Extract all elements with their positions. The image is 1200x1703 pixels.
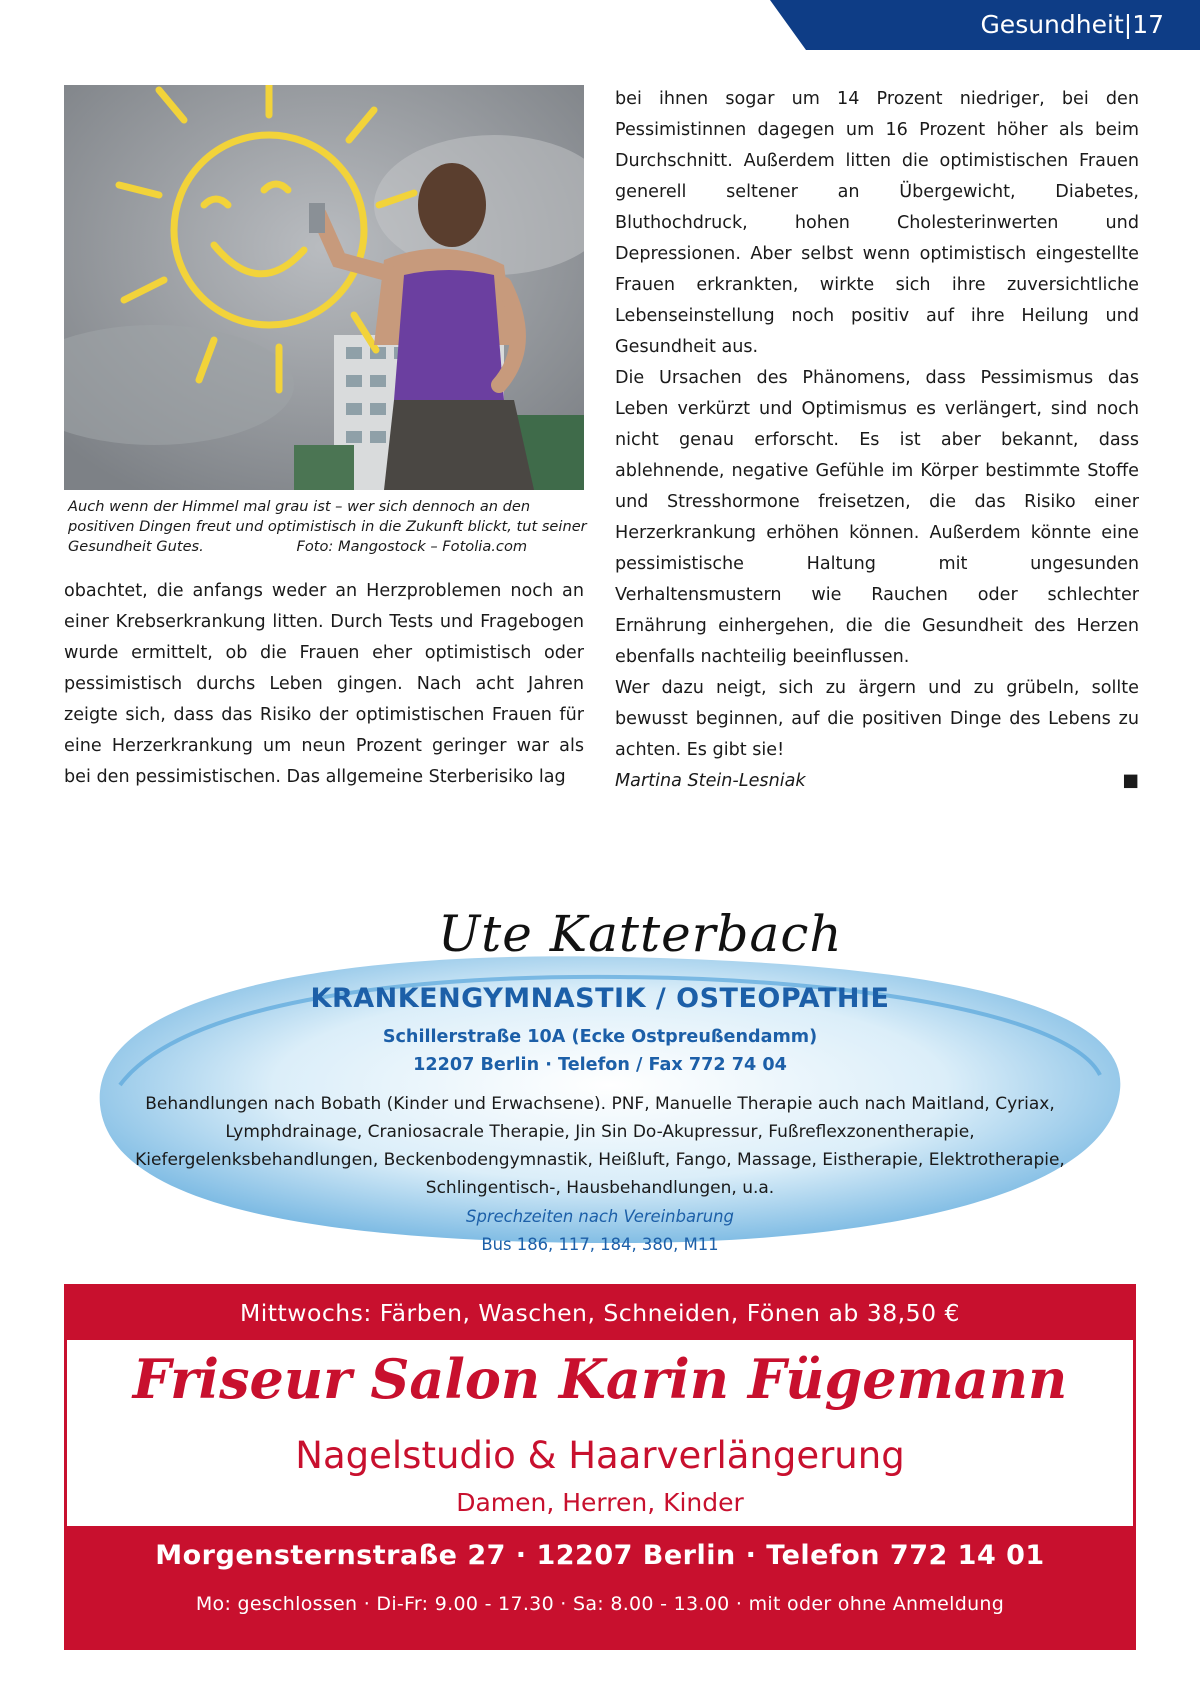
article-photo [64,85,584,490]
salon-address: Morgensternstraße 27 · 12207 Berlin · Telefon 772 14 01 [155,1540,1045,1571]
photo-caption [68,497,588,557]
article-paragraph: bei ihnen sogar um 14 Prozent niedriger, bei den Pessimistinnen dagegen um 16 Prozent höher als beim Durchschnitt. Außerdem litten die optimistischen Frauen generell seltener an Übergewicht, Diabetes, Bluthochdruck, hohen Cholesterinwerten und Depressionen. Aber selbst wenn optimistisch eingestellte Frauen erkrankten, wirkte sich ihre zuversichtliche Lebenseinstellung noch positiv auf ihre Heilung und Gesundheit aus. [615,89,1139,357]
photo-credit: Foto: Mangostock – Fotolia.com [296,538,528,555]
practice-phone: 12207 Berlin · Telefon / Fax 772 74 04 [413,1055,787,1075]
page-number: 17 [1132,10,1164,39]
ad-hair-salon [64,1284,1136,1650]
practice-bus-lines: Bus 186, 117, 184, 380, M11 [481,1235,719,1254]
salon-clients: Damen, Herren, Kinder [456,1488,744,1517]
caption-text: Auch wenn der Himmel mal grau ist – wer sich dennoch an den positiven Dingen freut und optimistisch in die Zukunft blickt, tut seiner Gesundheit Gutes. [68,498,587,555]
therapist-name: Ute Katterbach [438,905,843,963]
article-paragraph: obachtet, die anfangs weder an Herzproblemen noch an einer Krebserkrankung litten. Durch Tests und Fragebogen wurde ermittelt, ob die Frauen eher optimistisch oder pessimistisch durchs Leben gingen. Nach acht Jahren zeigte sich, dass das Risiko der optimistischen Frauen für eine Herzerkrankung um neun Prozent geringer war als bei den pessimistischen. Das allgemeine Sterberisiko lag [64,581,584,787]
page-header-tab [770,0,1200,50]
practice-title: KRANKENGYMNASTIK / OSTEOPATHIE [310,983,890,1014]
end-mark: ■ [1122,771,1139,791]
salon-contact-bar [67,1526,1133,1647]
article-paragraph: Wer dazu neigt, sich zu ärgern und zu grübeln, sollte bewusst beginnen, auf die positiven Dinge des Lebens zu achten. Es gibt sie! [615,678,1139,760]
section-title: Gesundheit [980,10,1124,39]
salon-offer-banner: Mittwochs: Färben, Waschen, Schneiden, Fönen ab 38,50 € [67,1287,1133,1340]
ad-physiotherapy [60,905,1140,1254]
salon-opening-hours: Mo: geschlossen · Di-Fr: 9.00 - 17.30 · Sa: 8.00 - 13.00 · mit oder ohne Anmeldung [195,1593,1005,1615]
author-name: Martina Stein-Lesniak [615,771,806,791]
author-line [615,766,1139,797]
salon-subtitle: Nagelstudio & Haarverlängerung [295,1434,905,1477]
woman-painting-sun-illustration [64,85,584,490]
salon-name: Friseur Salon Karin Fügemann [132,1347,1068,1411]
header-separator: | [1123,10,1133,39]
article-paragraph: Die Ursachen des Phänomens, dass Pessimismus das Leben verkürzt und Optimismus es verlängert, sind noch nicht genau erforscht. Es ist aber bekannt, dass ablehnende, negative Gefühle im Körper bestimmte Stoffe und Stresshormone freisetzen, die das Risiko einer Herzerkrankung erhöhen können. Außerdem könnte eine pessimistische Haltung mit ungesunden Verhaltensmustern wie Rauchen oder schlechter Ernährung einhergehen, die die Gesundheit des Herzen ebenfalls nachteilig beeinflussen. [615,368,1139,667]
article-right-column [615,84,1139,797]
practice-address: Schillerstraße 10A (Ecke Ostpreußendamm) [382,1027,818,1047]
section-page-label [980,10,1164,39]
practice-services: Behandlungen nach Bobath (Kinder und Erwachsene). PNF, Manuelle Therapie auch nach Maitland, Cyriax, Lymphdrainage, Craniosacrale Therapie, Jin Sin Do-Akupressur, Fußreflexzonentherapie, Kiefergelenksbehandlungen, Beckenbodengymnastik, Heißluft, Fango, Massage, Eistherapie, Elektrotherapie, Schlingentisch-, Hausbehandlungen, u.a. [135,1094,1065,1198]
practice-hours: Sprechzeiten nach Vereinbarung [466,1207,734,1226]
article-left-column [64,576,584,793]
